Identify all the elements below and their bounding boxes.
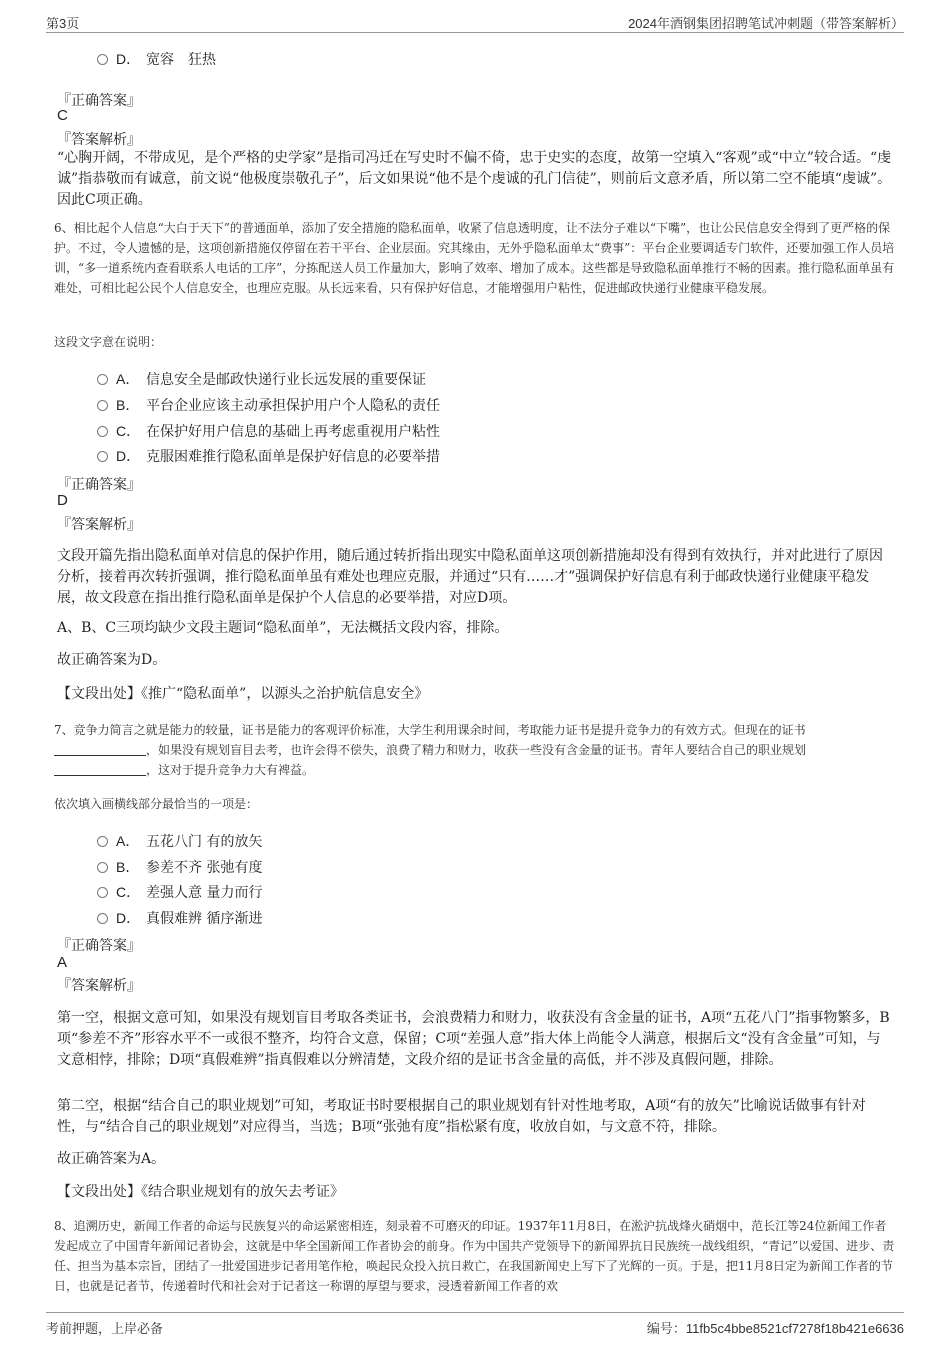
q6-analysis-label: 『答案解析』 bbox=[57, 517, 141, 533]
radio-icon[interactable] bbox=[97, 836, 108, 847]
q8-question-text: 8、追溯历史，新闻工作者的命运与民族复兴的命运紧密相连，刻录着不可磨灭的印证。1937年11月8日，在淞沪抗战烽火硝烟中，范长江等24位新闻工作者发起成立了中国青年新闻记者协会，这就是中华全国新闻工作者协会的前身。作为中国共产党领导下的新闻界抗日民族统一战线组织，“青记”以爱国、进步、责任、担当为基本宗旨，团结了一批爱国进步记者用笔作枪，唤起民众投入抗日救亡，在我国新闻史上写下了光辉的一页。于是，把11月8日定为新闻工作者的节日，也就是记者节，传递着时代和社会对于记者这一称谓的厚望与要求，浸透着新闻工作者的欢 bbox=[54, 1219, 895, 1293]
q7-correct-label: 『正确答案』 bbox=[57, 938, 141, 954]
radio-icon[interactable] bbox=[97, 451, 108, 462]
option-letter: C． bbox=[116, 423, 141, 439]
q6-analysis-p2: A、B、C三项均缺少文段主题词“隐私面单”，无法概括文段内容，排除。 bbox=[57, 620, 509, 636]
document-id: 编号：11fb5c4bbe8521cf7278f18b421e6636 bbox=[646, 1321, 904, 1336]
q6-source: 【文段出处】《推广“隐私面单”，以源头之治护航信息安全》 bbox=[57, 686, 429, 702]
q7-option-a[interactable] bbox=[97, 831, 262, 851]
q6-question-text: 6、相比起个人信息“大白于天下”的普通面单，添加了安全措施的隐私面单，收紧了信息透明度，让不法分子难以“下嘴”，也让公民信息安全得到了更严格的保护。不过，令人遗憾的是，这项创新措施仅停留在若干平台、企业层面。究其缘由，无外乎隐私面单太“费事”：平台企业要调适专门软件，还要加强工作人员培训，“多一道系统内查看联系人电话的工序”，分拣配送人员工作量加大，影响了效率、增加了成本。这些都是导致隐私面单推行不畅的因素。推行隐私面单虽有难处，可相比起公民个人信息安全，也理应克服。从长远来看，只有保护好信息，才能增强用户粘性，促进邮政快递行业健康平稳发展。 bbox=[54, 221, 895, 295]
q5-answer: C bbox=[57, 107, 68, 124]
q7-prompt: 依次填入画横线部分最恰当的一项是： bbox=[54, 797, 259, 811]
q5-analysis: “心胸开阔，不带成见，是个严格的史学家”是指司冯迁在写史时不偏不倚，忠于史实的态度，故第一空填入“客观”或“中立”较合适。“虔诚”指恭敬而有诚意，前文说“他极度崇敬孔子”，后文如果说“他不是个虔诚的孔门信徒”，则前后文意矛盾，所以第二空不能填“虔诚”。因此C项正确。 bbox=[57, 150, 892, 208]
option-text: 宽容 狂热 bbox=[146, 52, 216, 68]
option-letter: A． bbox=[116, 833, 140, 849]
option-letter: B． bbox=[116, 859, 140, 875]
fill-blank-1 bbox=[54, 743, 146, 756]
page-header bbox=[46, 10, 904, 33]
q7-analysis-label: 『答案解析』 bbox=[57, 978, 141, 994]
q7-analysis-p1: 第一空，根据文意可知，如果没有规划盲目考取各类证书，会浪费精力和财力，收获没有含金量的证书，A项“五花八门”指事物繁多，B项“参差不齐”形容水平不一或很不整齐，均符合文意，保留；C项“差强人意”指大体上尚能令人满意，根据后文“没有含金量”可知，与文意相悖，排除；D项“真假难辨”指真假难以分辨清楚，文段介绍的是证书含金量的高低，并不涉及真假问题，排除。 bbox=[57, 1010, 890, 1068]
q6-option-c[interactable] bbox=[97, 421, 440, 441]
q7-answer: A bbox=[57, 954, 68, 971]
radio-icon[interactable] bbox=[97, 913, 108, 924]
option-letter: D． bbox=[116, 910, 141, 926]
option-text: 信息安全是邮政快递行业长远发展的重要保证 bbox=[146, 372, 426, 388]
fill-blank-2 bbox=[54, 763, 146, 776]
radio-icon[interactable] bbox=[97, 400, 108, 411]
q7-source: 【文段出处】《结合职业规划有的放矢去考证》 bbox=[57, 1184, 344, 1200]
option-letter: C． bbox=[116, 884, 141, 900]
q7-text-part-1: 7、竞争力简言之就是能力的较量，证书是能力的客观评价标准，大学生利用课余时间，考取能力证书是提升竞争力的有效方式。但现在的证书 bbox=[54, 723, 806, 737]
q7-analysis-p3: 故正确答案为A。 bbox=[57, 1151, 166, 1167]
footer-slogan: 考前押题，上岸必备 bbox=[46, 1321, 164, 1336]
q6-option-a[interactable] bbox=[97, 369, 426, 389]
q6-analysis-p1: 文段开篇先指出隐私面单对信息的保护作用，随后通过转折指出现实中隐私面单这项创新措施却没有得到有效执行，并对此进行了原因分析，接着再次转折强调，推行隐私面单虽有难处也理应克服，并通过“只有……才”强调保护好信息有利于邮政快递行业健康平稳发展，故文段意在指出推行隐私面单是保护个人信息的必要举措，对应D项。 bbox=[57, 548, 883, 606]
q6-option-d[interactable] bbox=[97, 446, 440, 466]
q7-question-text bbox=[54, 720, 896, 780]
q7-option-c[interactable] bbox=[97, 882, 262, 902]
option-text: 真假难辨 循序渐进 bbox=[146, 911, 263, 927]
q5-analysis-label: 『答案解析』 bbox=[57, 132, 141, 148]
radio-icon[interactable] bbox=[97, 426, 108, 437]
option-letter: A． bbox=[116, 371, 140, 387]
option-letter: B． bbox=[116, 397, 140, 413]
option-text: 参差不齐 张弛有度 bbox=[146, 860, 263, 876]
q7-analysis-p2: 第二空，根据“结合自己的职业规划”可知，考取证书时要根据自己的职业规划有针对性地考取，A项“有的放矢”比喻说话做事有针对性，与“结合自己的职业规划”对应得当，当选；B项“张弛有度”指松紧有度，收放自如，与文意不符，排除。 bbox=[57, 1098, 866, 1135]
q6-analysis-p3: 故正确答案为D。 bbox=[57, 652, 167, 668]
option-text: 差强人意 量力而行 bbox=[146, 885, 263, 901]
option-letter: D． bbox=[116, 448, 141, 464]
page-number: 第3页 bbox=[46, 16, 80, 31]
q7-option-d[interactable] bbox=[97, 908, 262, 928]
document-title: 2024年酒钢集团招聘笔试冲刺题（带答案解析） bbox=[628, 16, 904, 31]
q5-correct-label: 『正确答案』 bbox=[57, 93, 141, 109]
q6-option-b[interactable] bbox=[97, 395, 440, 415]
q7-text-part-2: ，如果没有规划盲目去考，也许会得不偿失，浪费了精力和财力，收获一些没有含金量的证书。青年人要结合自己的职业规划 bbox=[146, 743, 807, 757]
radio-icon[interactable] bbox=[97, 374, 108, 385]
page-footer bbox=[46, 1312, 904, 1335]
radio-icon[interactable] bbox=[97, 54, 108, 65]
radio-icon[interactable] bbox=[97, 887, 108, 898]
option-letter: D． bbox=[116, 51, 141, 67]
q5-option-d[interactable] bbox=[97, 49, 216, 69]
option-text: 在保护好用户信息的基础上再考虑重视用户粘性 bbox=[146, 424, 440, 440]
option-text: 克服困难推行隐私面单是保护好信息的必要举措 bbox=[146, 449, 440, 465]
q7-option-b[interactable] bbox=[97, 857, 262, 877]
option-text: 平台企业应该主动承担保护用户个人隐私的责任 bbox=[146, 398, 440, 414]
option-text: 五花八门 有的放矢 bbox=[146, 834, 263, 850]
radio-icon[interactable] bbox=[97, 862, 108, 873]
q6-prompt: 这段文字意在说明： bbox=[54, 335, 163, 349]
q7-text-part-3: ，这对于提升竞争力大有裨益。 bbox=[146, 763, 315, 777]
q6-answer: D bbox=[57, 492, 68, 509]
q6-correct-label: 『正确答案』 bbox=[57, 477, 141, 493]
